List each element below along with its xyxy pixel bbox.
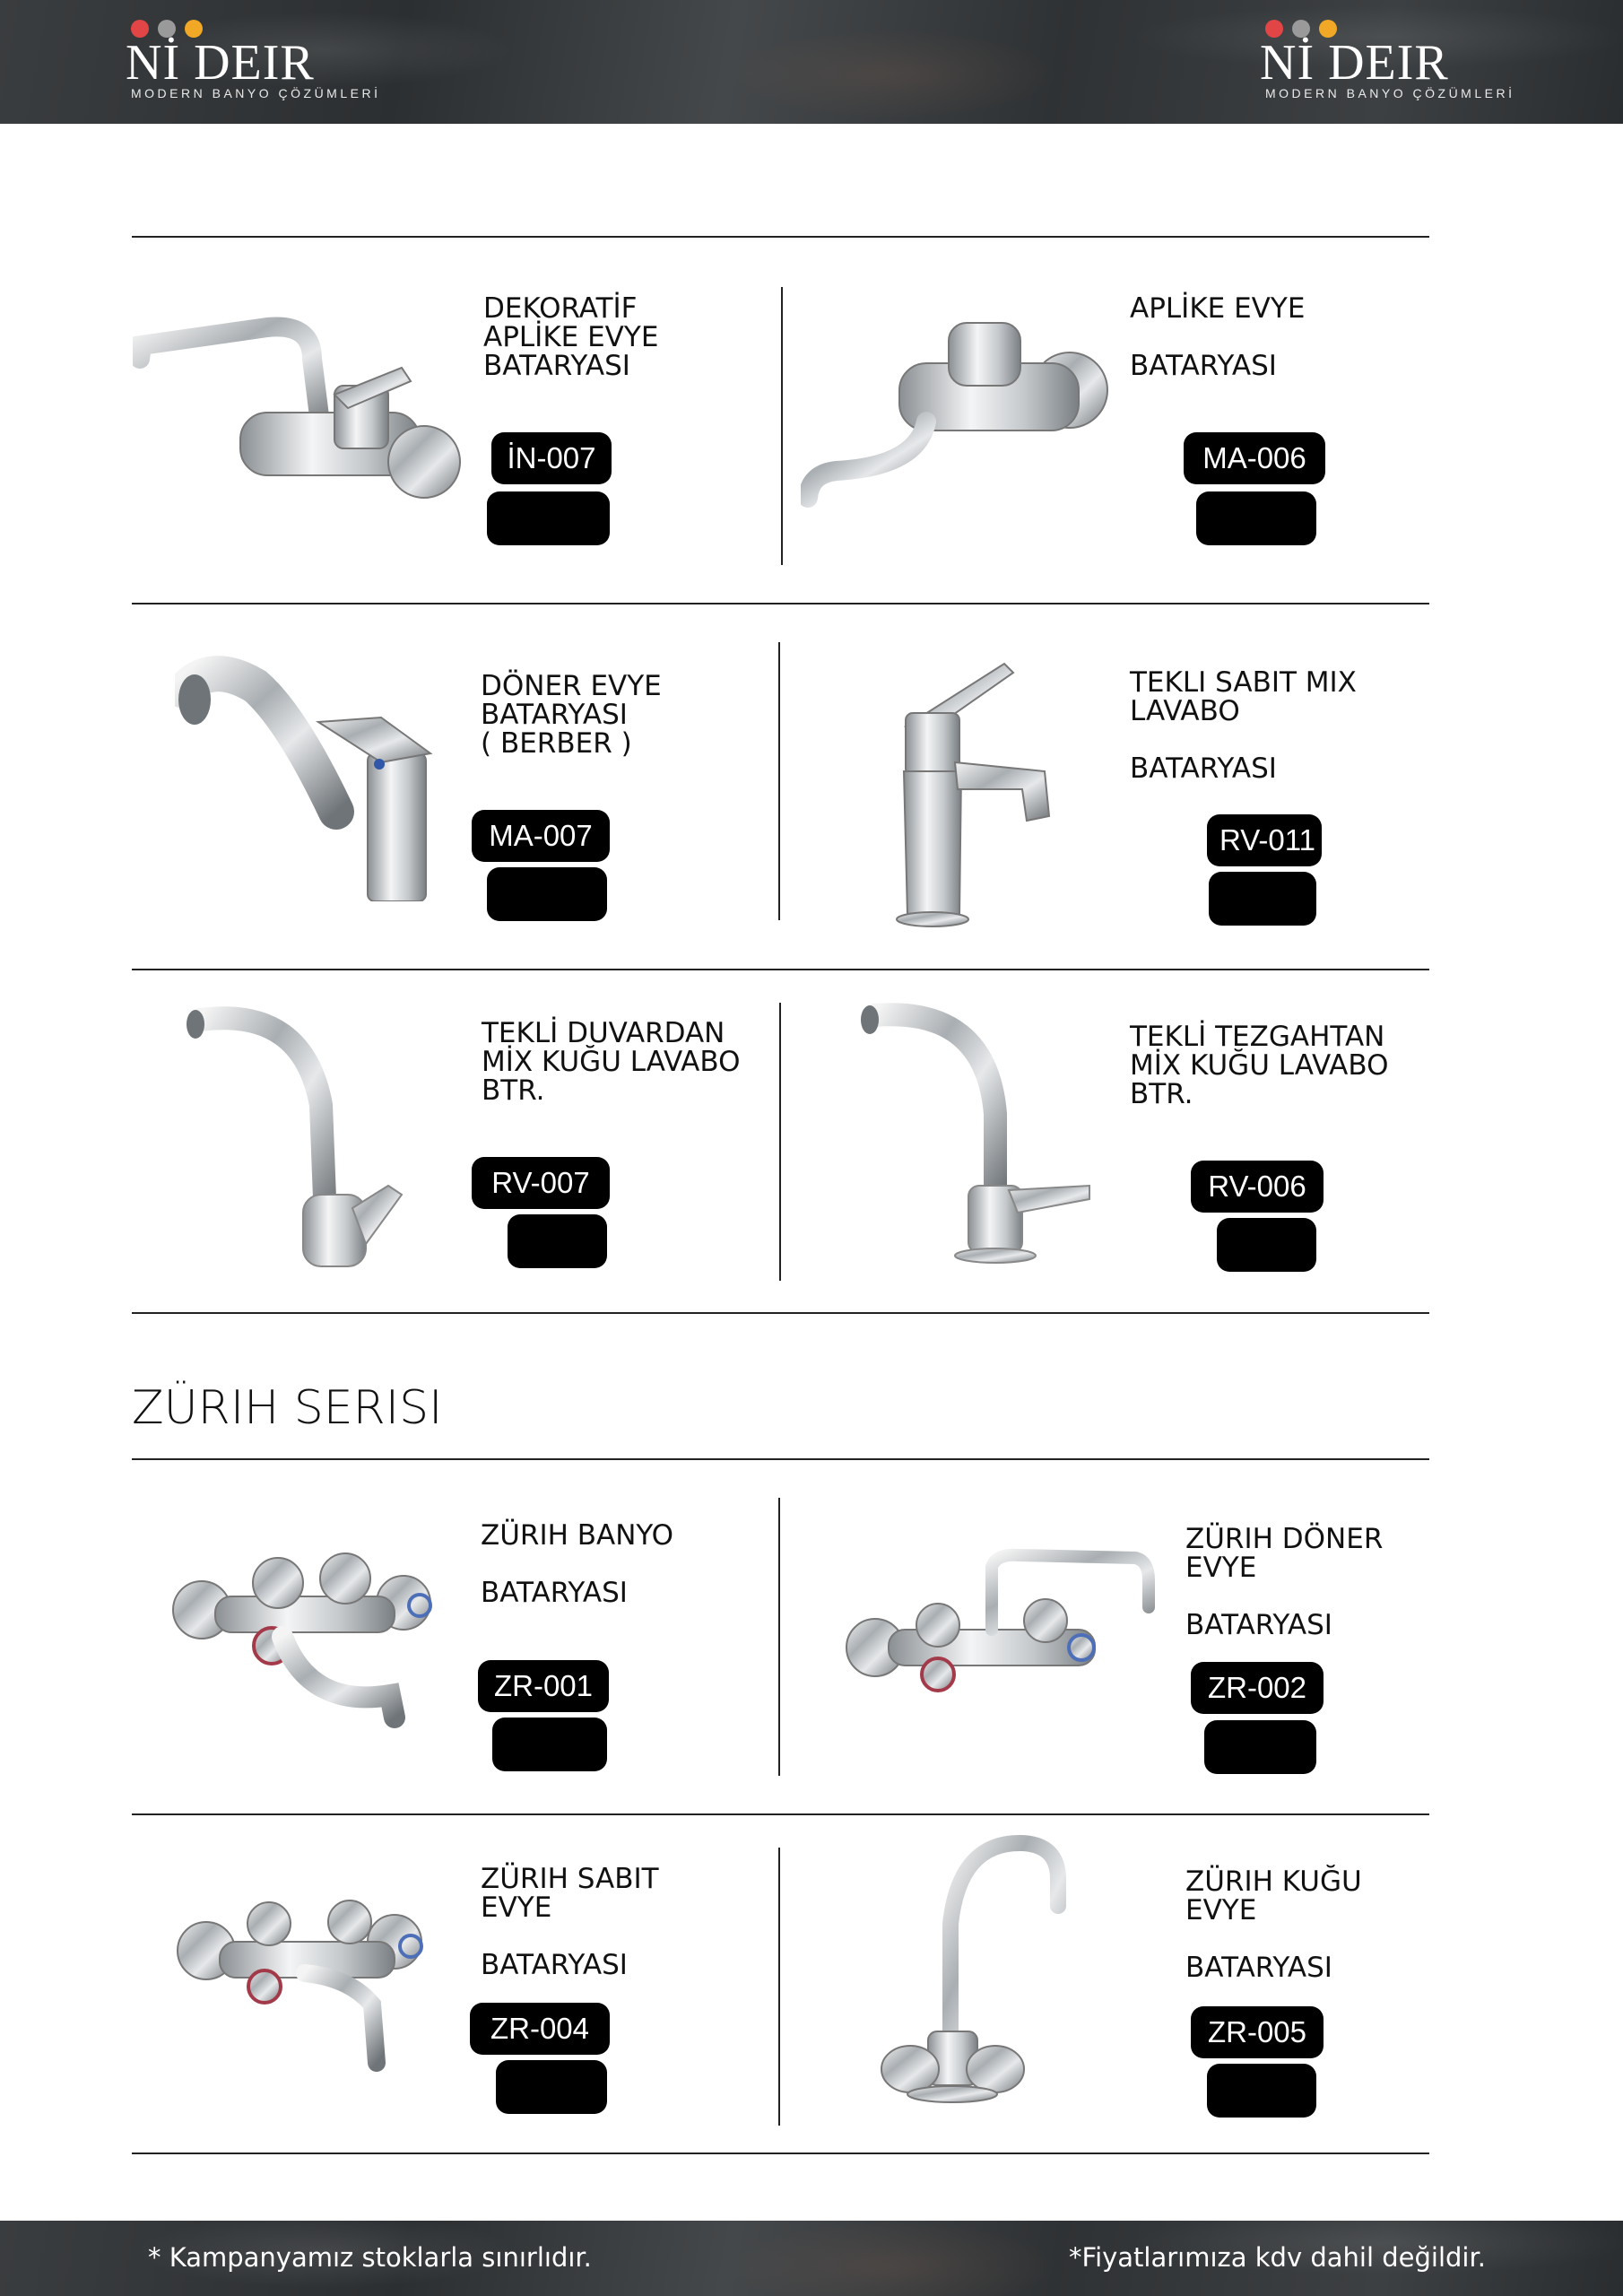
product-code-badge: ZR-005 xyxy=(1191,2006,1324,2058)
row-rule xyxy=(132,2152,1429,2154)
section-title: ZÜRIH SERISI xyxy=(132,1381,443,1435)
fixed-kitchen-mixer-icon xyxy=(170,1897,430,2076)
price-badge xyxy=(492,1718,607,1771)
vat-disclaimer: *Fiyatlarımıza kdv dahil değildir. xyxy=(1069,2242,1486,2273)
product-code-badge: RV-011 xyxy=(1207,814,1322,866)
header-band xyxy=(0,0,1623,124)
product-name: DÖNER EVYE BATARYASI ( BERBER ) xyxy=(481,670,662,760)
bath-mixer-faucet-icon xyxy=(166,1547,435,1731)
product-code-badge: ZR-001 xyxy=(478,1660,609,1712)
row-rule xyxy=(132,236,1429,238)
column-divider xyxy=(778,642,780,920)
price-badge xyxy=(487,867,607,921)
brand-name: Nİ DEIR xyxy=(126,35,315,91)
row-rule xyxy=(132,1312,1429,1314)
product-name: TEKLİ TEZGAHTAN MİX KUĞU LAVABO BTR. xyxy=(1130,1021,1389,1110)
wall-swan-faucet-icon xyxy=(187,997,411,1275)
kitchen-swivel-mixer-icon xyxy=(839,1544,1162,1701)
product-code-badge: MA-007 xyxy=(472,810,610,862)
price-badge xyxy=(1207,2064,1316,2118)
price-badge xyxy=(508,1214,607,1268)
brand-tagline: MODERN BANYO ÇÖZÜMLERİ xyxy=(1265,86,1515,100)
brand-logo-right xyxy=(1260,18,1515,108)
product-code-badge: ZR-004 xyxy=(470,2003,610,2055)
brand-name: Nİ DEIR xyxy=(1260,35,1449,91)
product-code-badge: RV-007 xyxy=(472,1157,610,1209)
wall-mixer-faucet-icon xyxy=(801,314,1110,511)
row-rule xyxy=(132,603,1429,604)
product-name: APLİKE EVYE BATARYASI xyxy=(1130,292,1306,382)
column-divider xyxy=(778,1498,780,1776)
product-name: DEKORATİF APLİKE EVYE BATARYASI xyxy=(483,292,659,382)
row-rule xyxy=(132,1458,1429,1460)
product-name: ZÜRIH SABIT EVYE BATARYASI xyxy=(481,1863,659,1981)
row-rule xyxy=(132,1813,1429,1815)
price-badge xyxy=(1209,872,1316,926)
deck-swan-faucet-icon xyxy=(861,997,1094,1266)
wall-kitchen-faucet-icon xyxy=(133,305,464,511)
product-code-badge: ZR-002 xyxy=(1191,1662,1324,1714)
price-badge xyxy=(496,2060,607,2114)
brand-tagline: MODERN BANYO ÇÖZÜMLERİ xyxy=(131,86,381,100)
column-divider xyxy=(778,1848,780,2126)
row-rule xyxy=(132,969,1429,970)
price-badge xyxy=(1204,1720,1316,1774)
product-name: TEKLI SABIT MIX LAVABO BATARYASI xyxy=(1130,666,1357,785)
stock-disclaimer: * Kampanyamız stoklarla sınırlıdır. xyxy=(148,2242,592,2273)
product-code-badge: MA-006 xyxy=(1184,432,1325,484)
column-divider xyxy=(781,287,783,565)
price-badge xyxy=(487,491,610,545)
column-divider xyxy=(779,1003,781,1281)
deck-swan-mixer-icon xyxy=(879,1834,1072,2103)
price-badge xyxy=(1196,491,1316,545)
product-code-badge: RV-006 xyxy=(1191,1161,1324,1213)
product-name: TEKLİ DUVARDAN MİX KUĞU LAVABO BTR. xyxy=(482,1017,741,1107)
bidet-faucet-icon xyxy=(888,646,1067,928)
pull-out-faucet-icon xyxy=(175,655,439,901)
product-name: ZÜRIH BANYO BATARYASI xyxy=(481,1519,674,1609)
brand-logo xyxy=(126,18,381,108)
price-badge xyxy=(1217,1218,1316,1272)
product-code-badge: İN-007 xyxy=(491,432,612,484)
footer-band xyxy=(0,2221,1623,2296)
product-name: ZÜRIH DÖNER EVYE BATARYASI xyxy=(1185,1523,1384,1641)
product-name: ZÜRIH KUĞU EVYE BATARYASI xyxy=(1185,1866,1362,1984)
